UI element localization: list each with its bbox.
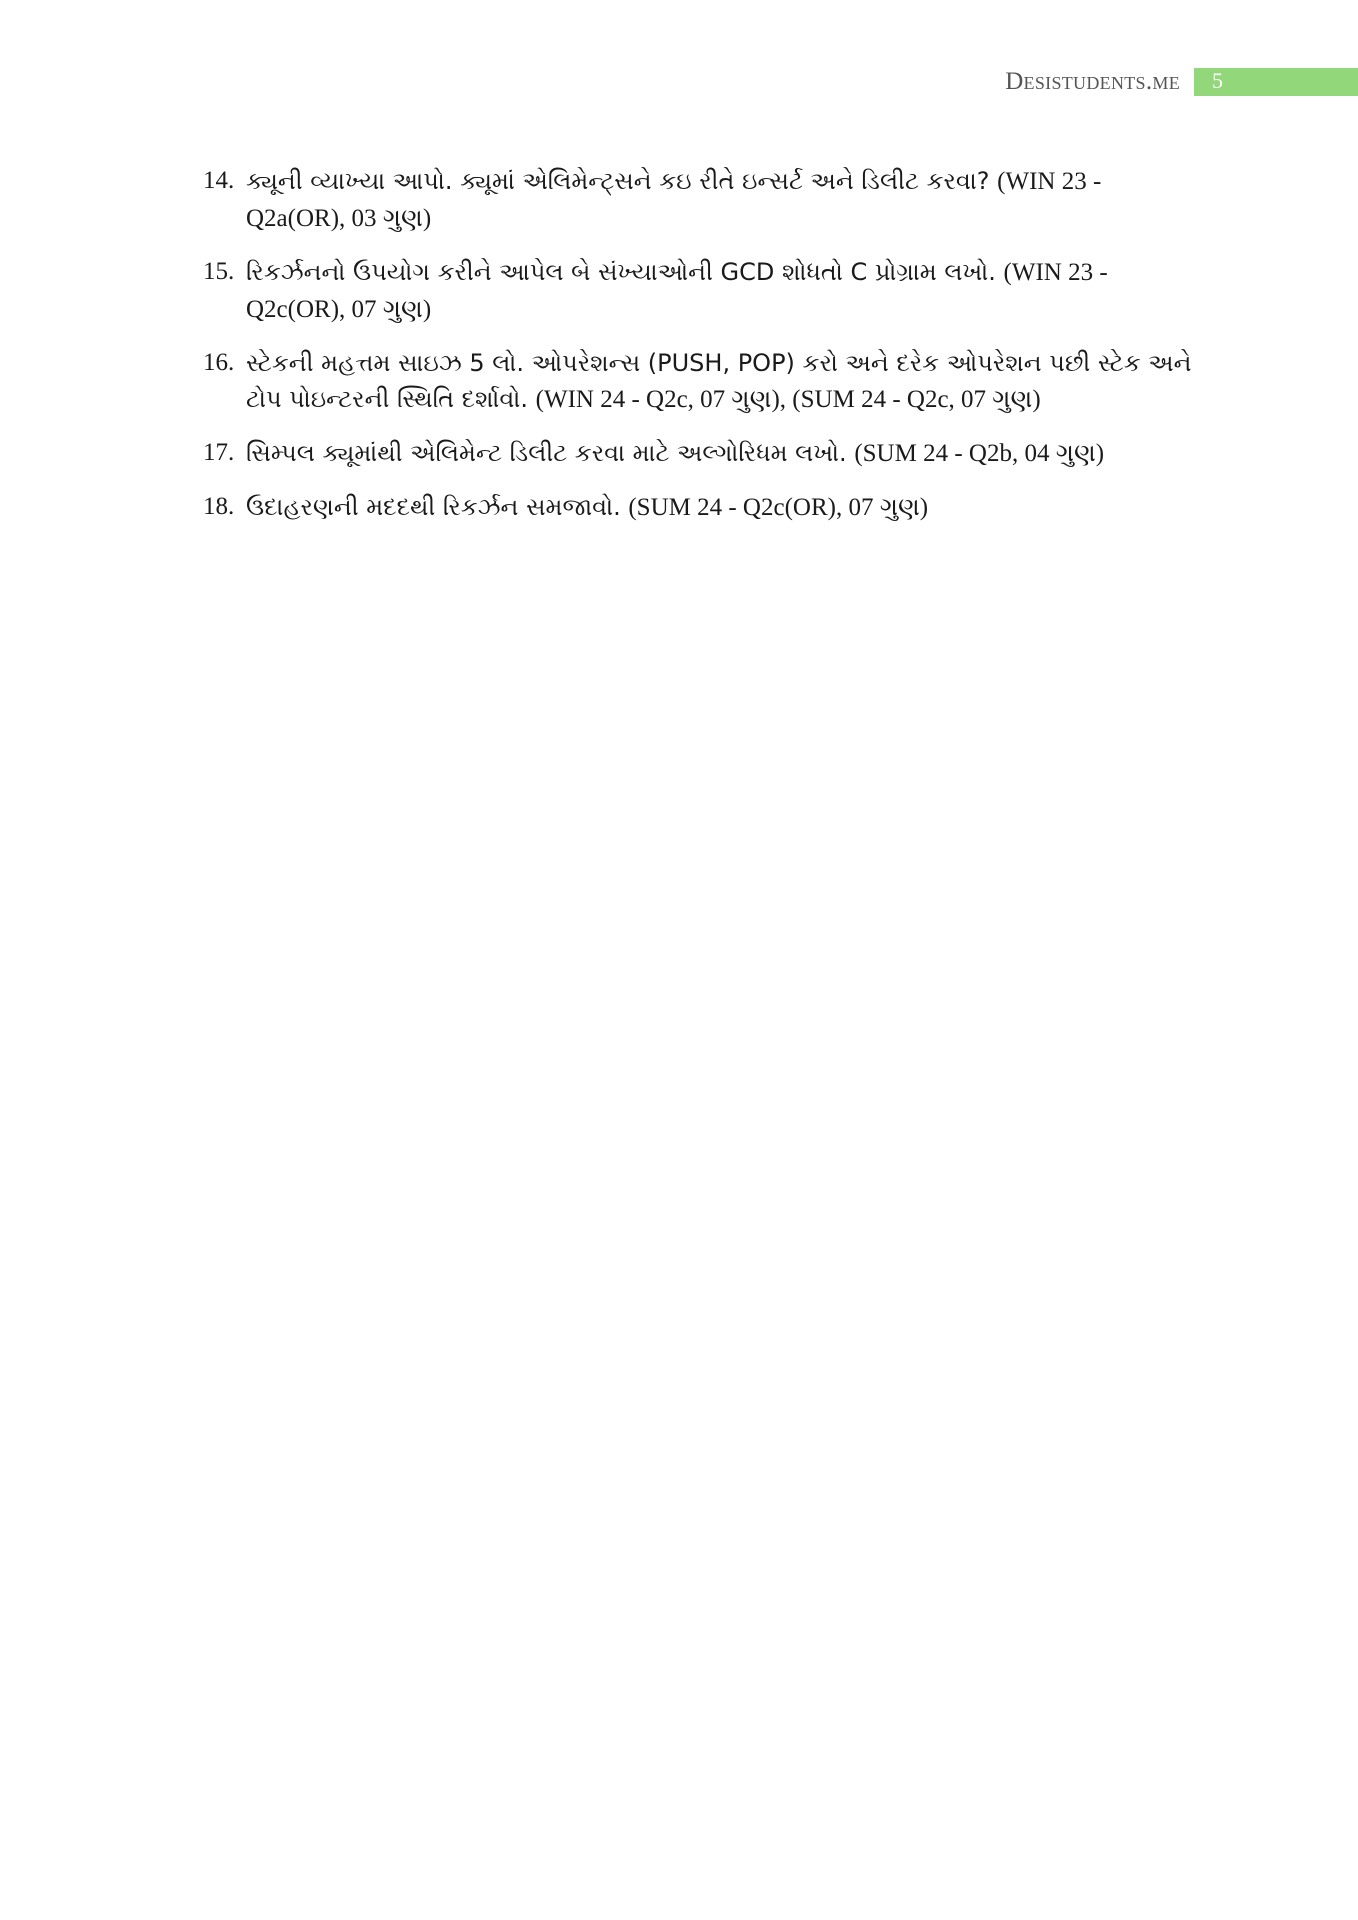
question-reference: (WIN 24 - Q2c, 07 ગુણ), (SUM 24 - Q2c, 07 ગુણ) — [535, 386, 1041, 413]
question-text-block — [246, 435, 1193, 472]
question-reference: (SUM 24 - Q2b, 04 ગુણ) — [854, 440, 1105, 467]
question-reference: (WIN 23 - Q2c(OR), 07 ગુણ) — [246, 259, 1108, 323]
question-text: સિમ્પલ ક્યૂમાંથી એલિમેન્ટ ડિલીટ કરવા માટે અલ્ગોરિધમ લખો. — [246, 439, 847, 467]
question-reference: (WIN 23 - Q2a(OR), 03 ગુણ) — [246, 168, 1102, 232]
question-item — [203, 345, 1193, 418]
question-item — [203, 163, 1193, 237]
question-reference: (SUM 24 - Q2c(OR), 07 ગુણ) — [628, 494, 929, 521]
question-item — [203, 489, 1193, 526]
page-header — [1005, 68, 1358, 96]
question-text-block — [246, 163, 1193, 237]
question-text: ઉદાહરણની મદદથી રિકર્ઝન સમજાવો. — [246, 493, 621, 521]
question-item — [203, 254, 1193, 328]
question-list — [203, 163, 1193, 543]
question-number: 18. — [203, 493, 235, 520]
question-text-block — [246, 345, 1193, 418]
question-text: રિકર્ઝનનો ઉપયોગ કરીને આપેલ બે સંખ્યાઓની GCD શોધતો C પ્રોગ્રામ લખો. — [246, 258, 996, 286]
question-number: 14. — [203, 167, 235, 194]
question-number: 15. — [203, 258, 235, 285]
site-name: Desistudents.me — [1005, 68, 1180, 95]
page-number: 5 — [1212, 68, 1223, 93]
question-number: 16. — [203, 349, 235, 376]
question-text-block — [246, 489, 1193, 526]
question-item — [203, 435, 1193, 472]
question-text: સ્ટેકની મહત્તમ સાઇઝ 5 લો. ઓપરેશન્સ (PUSH, POP) કરો અને દરેક ઓપરેશન પછી સ્ટેક અને ટોપ પોઇન્ટરની સ્થિતિ દર્શાવો. — [246, 349, 1192, 413]
question-text: ક્યૂની વ્યાખ્યા આપો. ક્યૂમાં એલિમેન્ટ્સને કઇ રીતે ઇન્સર્ટ અને ડિલીટ કરવા? — [246, 167, 990, 195]
question-number: 17. — [203, 439, 235, 466]
question-text-block — [246, 254, 1193, 328]
page-number-badge — [1194, 68, 1358, 96]
